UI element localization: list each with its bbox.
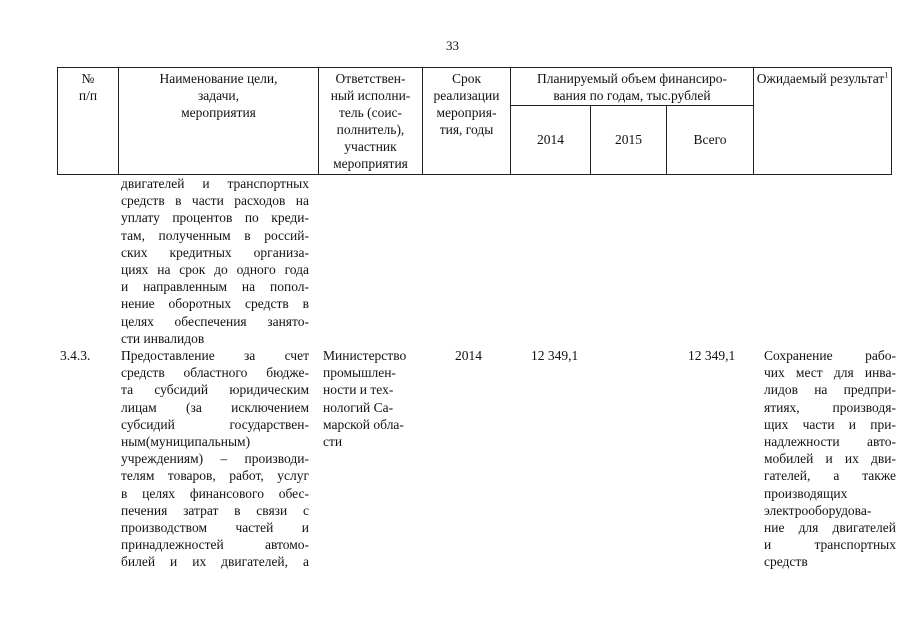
footnote-marker: 1 — [884, 70, 889, 80]
header-responsible-column: Ответствен- ный исполни- тель (соис- полнитель), участник мероприятия — [319, 68, 423, 175]
row-name-text: Предоставление за счет средств областного бюдже- та субсидий юридическим лицам (за исключением субсидий государствен- ным(муниципальным) учреждениям) – производи- телям товаров, работ, услуг в целях финансового обес- печения затрат в связи с производством частей и принадлежностей автомо- билей и их двигателей, а — [121, 348, 309, 570]
row-responsible-text: Министерство промышлен- ности и тех- нологий Са- марской обла- сти — [323, 348, 407, 450]
header-result-column: Ожидаемый результат$^1$ — [754, 68, 892, 175]
header-name-column: Наименование цели, задачи, мероприятия — [119, 68, 319, 175]
header-number-column: № п/п — [58, 68, 119, 175]
row-amount-total: 12 349,1 — [688, 348, 736, 363]
header-year-2014: 2014 — [511, 105, 591, 174]
row-amount-2014: 12 349,1 — [531, 348, 579, 363]
header-term-column: Срок реализации мероприя- тия, годы — [423, 68, 511, 175]
continued-name-text: двигателей и транспортных средств в части расходов на уплату процентов по креди- там, полученным в россий- ских кредитных организа- циях на срок до одного года и направленным на попол- нение оборотных средств в целях обеспечения занято- сти инвалидов — [121, 176, 309, 346]
row-number: 3.4.3. — [60, 348, 91, 363]
page-number: 33 — [446, 38, 459, 53]
table-header — [57, 67, 892, 175]
header-year-2015: 2015 — [591, 105, 667, 174]
row-result-text: Сохранение рабо- чих мест для инва- лидов на предпри- ятиях, производя- щих части и при- надлежности авто- мобилей и их дви- гателей, а также производящих электрооборудова- ние для двигателей и транспортных средств — [764, 348, 896, 570]
header-total: Всего — [667, 105, 754, 174]
header-financing-column: Планируемый объем финансиро- вания по годам, тыс.рублей — [511, 68, 754, 106]
row-term: 2014 — [455, 348, 482, 363]
